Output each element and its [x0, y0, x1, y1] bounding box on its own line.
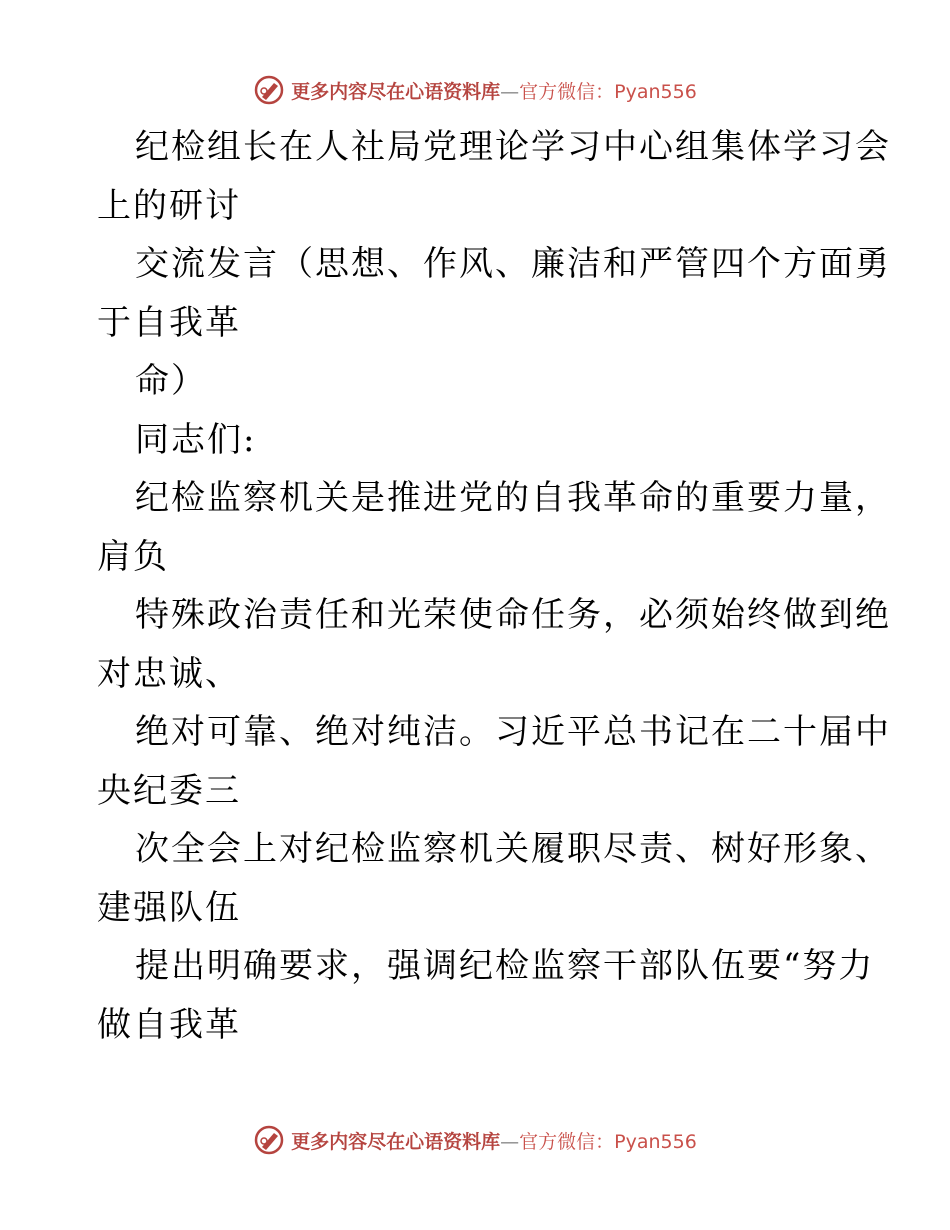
- footer-separator: —: [500, 1130, 520, 1153]
- paragraph-line: 绝对可靠、绝对纯洁。习近平总书记在二十届中: [135, 712, 891, 752]
- paragraph-line: 央纪委三: [97, 770, 241, 811]
- title-line-2: 上的研讨: [97, 185, 241, 226]
- title-line-5: 命）: [135, 361, 207, 401]
- footer-banner-text: [291, 1127, 697, 1154]
- title-line-3: 交流发言（思想、作风、廉洁和严管四个方面勇: [135, 244, 891, 284]
- paragraph-line: 提出明确要求，强调纪检监察干部队伍要“努力: [135, 946, 875, 986]
- paragraph-line: 特殊政治责任和光荣使命任务，必须始终做到绝: [135, 595, 891, 635]
- header-separator: —: [500, 80, 520, 103]
- salutation: 同志们:: [135, 419, 257, 460]
- pen-logo-icon: [253, 74, 285, 106]
- footer-wechat: 官方微信：Pyan556: [519, 1130, 697, 1153]
- paragraph-line: 做自我革: [97, 1004, 241, 1045]
- paragraph-line: 建强队伍: [97, 887, 241, 928]
- paragraph-line: 纪检监察机关是推进党的自我革命的重要力量，: [135, 478, 891, 518]
- paragraph-line: 对忠诚、: [97, 653, 241, 694]
- footer-banner: [0, 1120, 950, 1160]
- paragraph-line: 次全会上对纪检监察机关履职尽责、树好形象、: [135, 829, 891, 869]
- footer-brand: 更多内容尽在心语资料库: [291, 1130, 501, 1153]
- document-body: [97, 118, 891, 1054]
- title-line-1: 纪检组长在人社局党理论学习中心组集体学习会: [135, 127, 891, 167]
- header-banner: [0, 70, 950, 110]
- header-brand: 更多内容尽在心语资料库: [291, 80, 501, 103]
- header-wechat: 官方微信：Pyan556: [519, 80, 697, 103]
- header-banner-text: [291, 77, 697, 104]
- pen-logo-icon: [253, 1124, 285, 1156]
- title-line-4: 于自我革: [97, 302, 241, 343]
- paragraph-line: 肩负: [97, 536, 169, 577]
